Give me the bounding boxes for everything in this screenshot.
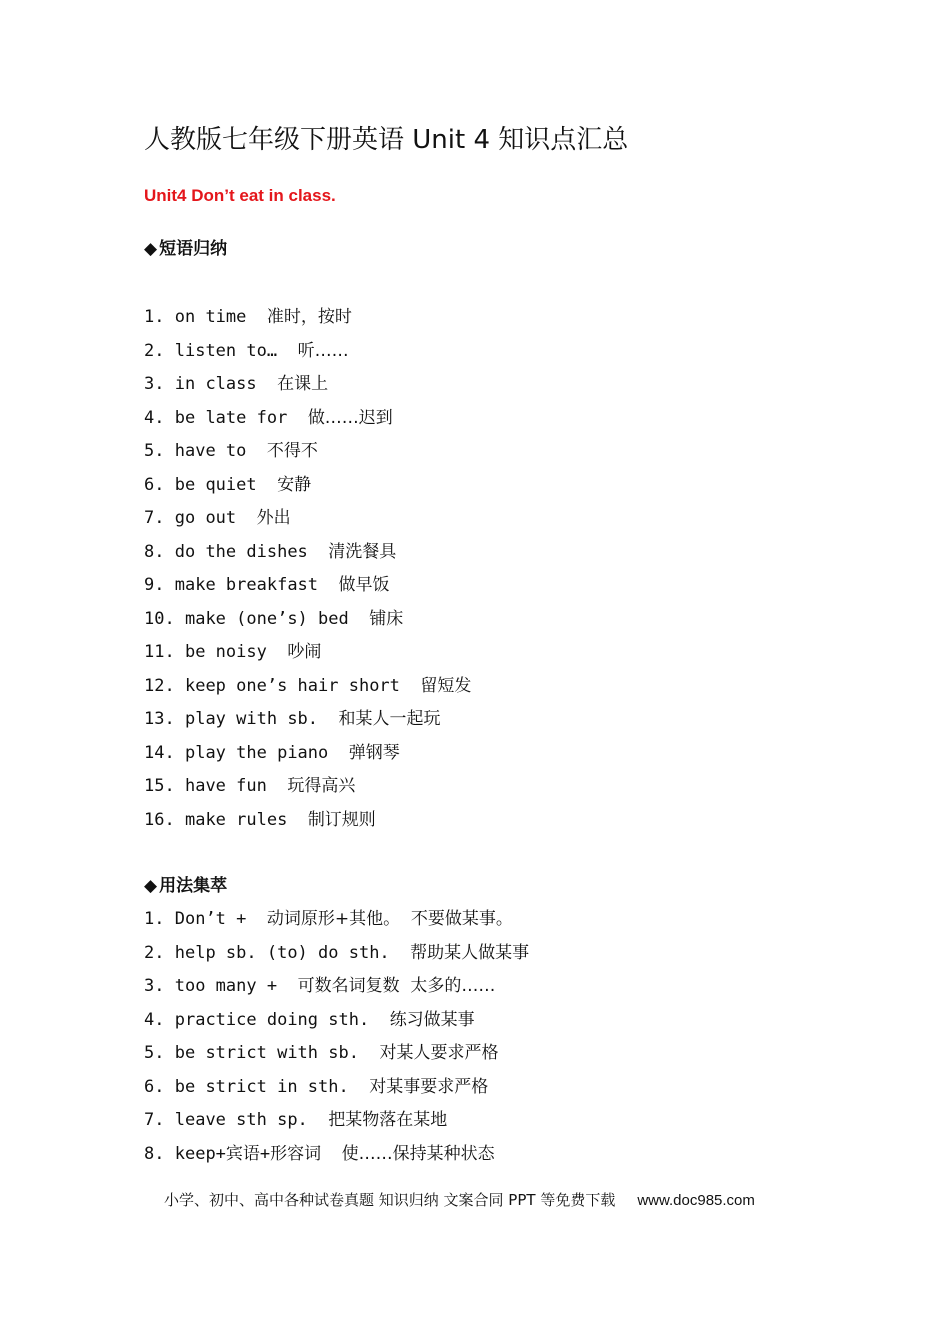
item-english: too many + [174,976,278,996]
list-item [144,305,471,339]
item-chinese: 对某事要求严格 [369,1076,489,1097]
item-chinese: 听…… [297,340,349,361]
diamond-bullet-icon: ◆ [144,876,158,896]
item-english: be strict with sb. [174,1043,359,1063]
item-english: play with sb. [184,709,319,729]
item-chinese: 清洗餐具 [328,541,397,562]
item-number: 12. [144,675,175,696]
item-english: practice doing sth. [174,1009,370,1030]
list-item [144,1008,529,1042]
list-item [144,1075,529,1109]
item-number: 7. [144,1110,165,1130]
item-english: go out [174,508,237,528]
list-item [144,741,471,775]
item-chinese: 做……迟到 [307,407,393,428]
item-number: 3. [144,374,165,394]
item-number: 5. [144,441,165,461]
item-chinese: 弹钢琴 [348,742,400,763]
item-chinese: 在课上 [277,374,329,394]
item-number: 6. [144,1076,165,1097]
item-chinese: 把某物落在某地 [328,1110,448,1130]
item-chinese: 做早饭 [338,575,390,595]
item-number: 6. [144,474,165,495]
list-item [144,707,471,741]
item-number: 5. [144,1043,165,1063]
item-number: 14. [144,742,175,763]
item-chinese: 留短发 [420,675,472,696]
item-number: 4. [144,1009,165,1030]
item-number: 8. [144,541,165,562]
item-english: be noisy [184,642,267,662]
item-english: make rules [184,809,288,830]
item-english: do the dishes [174,541,308,562]
item-chinese: 外出 [256,508,291,528]
list-item [144,1041,529,1075]
list-item [144,1108,529,1142]
item-english: on time [174,307,247,327]
item-chinese: 帮助某人做某事 [410,942,530,963]
item-english: leave sth sp. [174,1110,308,1130]
item-english: have to [174,441,247,461]
item-chinese: 准时，按时 [266,307,352,327]
footer-url: www.doc985.com [637,1192,755,1209]
item-chinese: 玩得高兴 [287,776,356,796]
item-number: 16. [144,809,175,830]
item-chinese: 制订规则 [307,809,376,830]
list-item [144,1142,529,1176]
list-item [144,406,471,440]
item-english: keep one’s hair short [184,675,400,696]
item-english: listen to… [174,340,278,361]
section-heading-label: 用法集萃 [159,876,228,896]
list-item [144,473,471,507]
item-chinese: 练习做某事 [389,1009,475,1030]
item-english: play the piano [184,742,329,763]
item-number: 9. [144,575,165,595]
item-number: 10. [144,608,175,629]
section-heading-usage [144,874,227,898]
section-heading-phrases [144,237,227,261]
item-number: 8. [144,1143,165,1164]
item-chinese: 铺床 [369,608,404,629]
item-english: help sb. (to) do sth. [174,942,390,963]
item-chinese: 使……保持某种状态 [341,1143,495,1164]
list-item [144,907,529,941]
usage-list [144,907,529,1175]
diamond-bullet-icon: ◆ [144,239,158,259]
list-item [144,573,471,607]
item-english: have fun [184,776,267,796]
list-item [144,540,471,574]
list-item [144,974,529,1008]
list-item [144,640,471,674]
footer-text: 小学、初中、高中各种试卷真题 知识归纳 文案合同 PPT 等免费下载 [164,1191,616,1209]
list-item [144,774,471,808]
page-footer [164,1189,755,1212]
item-english: in class [174,374,257,394]
list-item [144,607,471,641]
list-item [144,674,471,708]
item-number: 3. [144,976,165,996]
item-chinese: 可数名词复数 太多的…… [297,976,496,996]
phrase-list [144,305,471,841]
item-number: 2. [144,942,165,963]
item-english: Don’t + [174,909,247,929]
item-english: keep+宾语+形容词 [174,1143,322,1164]
item-chinese: 吵闹 [287,642,322,662]
unit-subtitle: Unit4 Don’t eat in class. [144,186,336,205]
item-chinese: 和某人一起玩 [338,709,441,729]
item-chinese: 动词原形+其他。 不要做某事。 [266,909,513,929]
item-english: be strict in sth. [174,1076,349,1097]
list-item [144,506,471,540]
item-number: 1. [144,909,165,929]
list-item [144,808,471,842]
item-chinese: 对某人要求严格 [379,1043,499,1063]
item-chinese: 不得不 [266,441,318,461]
list-item [144,372,471,406]
section-heading-label: 短语归纳 [159,239,228,259]
list-item [144,339,471,373]
item-number: 1. [144,307,165,327]
item-english: be late for [174,407,288,428]
item-number: 11. [144,642,175,662]
item-english: be quiet [174,474,257,495]
item-number: 15. [144,776,175,796]
page-title: 人教版七年级下册英语 Unit 4 知识点汇总 [144,125,629,155]
item-english: make breakfast [174,575,319,595]
list-item [144,941,529,975]
item-number: 13. [144,709,175,729]
list-item [144,439,471,473]
item-number: 4. [144,407,165,428]
item-number: 7. [144,508,165,528]
item-number: 2. [144,340,165,361]
item-chinese: 安静 [277,474,312,495]
item-english: make (one’s) bed [184,608,349,629]
